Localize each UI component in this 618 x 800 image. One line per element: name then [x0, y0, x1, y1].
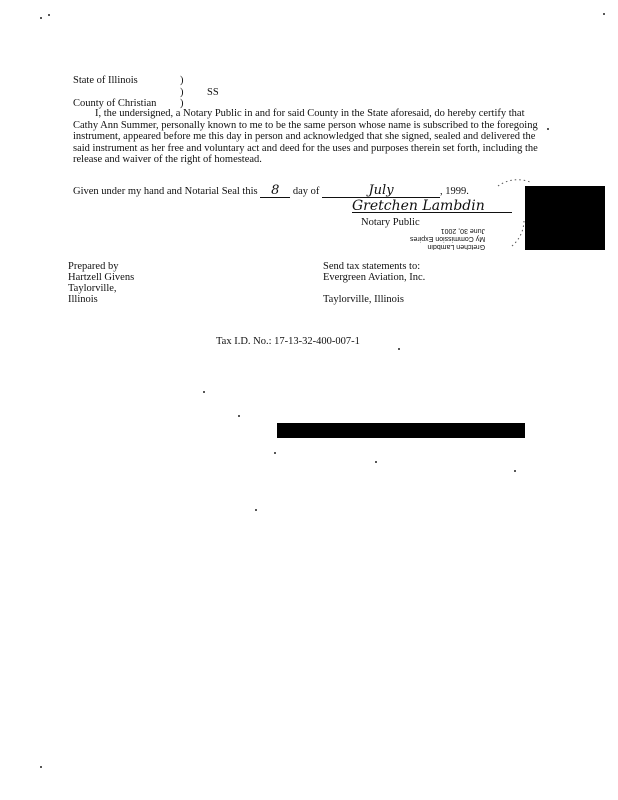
scan-speck — [398, 348, 400, 350]
prepared-by-name: Hartzell Givens — [68, 272, 135, 283]
send-tax-name: Evergreen Aviation, Inc. — [323, 272, 426, 283]
notary-stamp — [410, 226, 485, 250]
scan-speck — [514, 470, 516, 472]
scan-speck — [547, 128, 549, 130]
prepared-by-heading: Prepared by — [68, 261, 119, 272]
certification-paragraph: I, the undersigned, a Notary Public in and for said County in the State aforesaid, do hereby certify that Cathy Ann Summer, personally known to me to be the same person whose name is subscribed to the foregoing instrument, appeared before me this day in person and acknowledged that she signed, sealed and delivered the said instrument as her free and voluntary act and deed for the uses and purposes therein set forth, including the release and waiver of the right of homestead. — [73, 108, 538, 166]
venue-ss: SS — [207, 87, 219, 98]
scan-speck — [603, 13, 605, 15]
given-year: , 1999. — [440, 186, 469, 197]
venue-paren: ) — [180, 75, 184, 86]
scan-speck — [375, 461, 377, 463]
given-prefix: Given under my hand and Notarial Seal this — [73, 186, 258, 197]
stamp-line: My Commission Expires — [410, 235, 486, 242]
tax-id: Tax I.D. No.: 17-13-32-400-007-1 — [216, 336, 360, 347]
scan-speck — [255, 509, 257, 511]
redaction-bar — [277, 423, 525, 438]
prepared-by-state: Illinois — [68, 294, 98, 305]
scan-speck — [40, 766, 42, 768]
scan-speck — [40, 17, 42, 19]
redaction-box — [525, 186, 605, 250]
prepared-by-city: Taylorville, — [68, 283, 117, 294]
given-day: 8 — [260, 185, 290, 198]
given-line — [73, 185, 469, 198]
venue-county: County of Christian — [73, 98, 157, 109]
notary-title: Notary Public — [361, 217, 420, 228]
given-day-of: day of — [292, 186, 320, 197]
notary-signature: Gretchen Lambdin — [352, 200, 512, 213]
send-tax-city: Taylorville, Illinois — [323, 294, 404, 305]
send-tax-heading: Send tax statements to: — [323, 261, 421, 272]
stamp-line: June 30, 2001 — [440, 227, 486, 234]
venue-state: State of Illinois — [73, 75, 138, 86]
venue-paren: ) — [180, 98, 184, 109]
given-month: July — [322, 185, 440, 198]
scan-speck — [203, 391, 205, 393]
scan-speck — [238, 415, 240, 417]
scan-speck — [48, 14, 50, 16]
scan-speck — [274, 452, 276, 454]
venue-paren: ) — [180, 87, 184, 98]
stamp-line: Gretchen Lambdin — [427, 243, 486, 250]
